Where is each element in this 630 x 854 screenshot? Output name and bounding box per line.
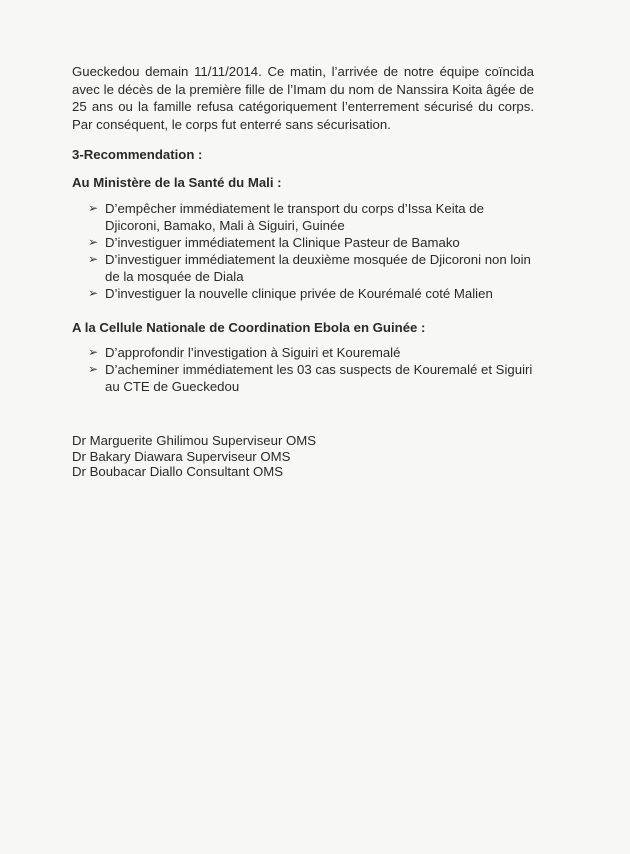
arrow-bullet-icon: ➢: [88, 201, 99, 215]
signatory: Dr Boubacar Diallo Consultant OMS: [72, 464, 284, 479]
arrow-bullet-icon: ➢: [88, 235, 99, 249]
arrow-bullet-icon: ➢: [88, 345, 99, 359]
arrow-bullet-icon: ➢: [88, 252, 99, 266]
list-item: ➢ D’investiguer immédiatement la Clinique Pasteur de Bamako: [88, 235, 460, 250]
group-heading-ministry: Au Ministère de la Santé du Mali :: [72, 175, 282, 190]
list-item: ➢ D’investiguer la nouvelle clinique privée de Kourémalé coté Malien: [88, 286, 493, 301]
ministry-recommendations: [88, 200, 535, 302]
list-item: ➢ D’empêcher immédiatement le transport du corps d’Issa Keita de Djicoroni, Bamako, Mali à Siguiri, Guinée: [88, 201, 484, 233]
signatory: Dr Bakary Diawara Superviseur OMS: [72, 448, 291, 464]
list-item: ➢ D’approfondir l’investigation à Siguiri et Kouremalé: [88, 345, 401, 360]
group-heading-cellule: A la Cellule Nationale de Coordination Ebola en Guinée :: [72, 320, 426, 335]
cellule-recommendations: [88, 344, 535, 395]
list-item: ➢ D’acheminer immédiatement les 03 cas suspects de Kouremalé et Siguiri au CTE de Gueckedou: [88, 362, 533, 394]
signatory: Dr Marguerite Ghilimou Superviseur OMS: [72, 433, 317, 448]
arrow-bullet-icon: ➢: [88, 362, 99, 376]
arrow-bullet-icon: ➢: [88, 286, 99, 300]
intro-paragraph: Gueckedou demain 11/11/2014. Ce matin, l’arrivée de notre équipe coïncida avec le décès de la première fille de l’Imam du nom de Nanssira Koita âgée de 25 ans ou la famille refusa catégoriquement l’enterrement sécurisé du corps. Par conséquent, le corps fut enterré sans sécurisation.: [72, 64, 534, 132]
list-item: ➢ D’investiguer immédiatement la deuxième mosquée de Djicoroni non loin de la mosquée de Diala: [88, 252, 531, 284]
signature-block: [72, 433, 316, 480]
section-title: 3-Recommendation :: [72, 147, 203, 162]
